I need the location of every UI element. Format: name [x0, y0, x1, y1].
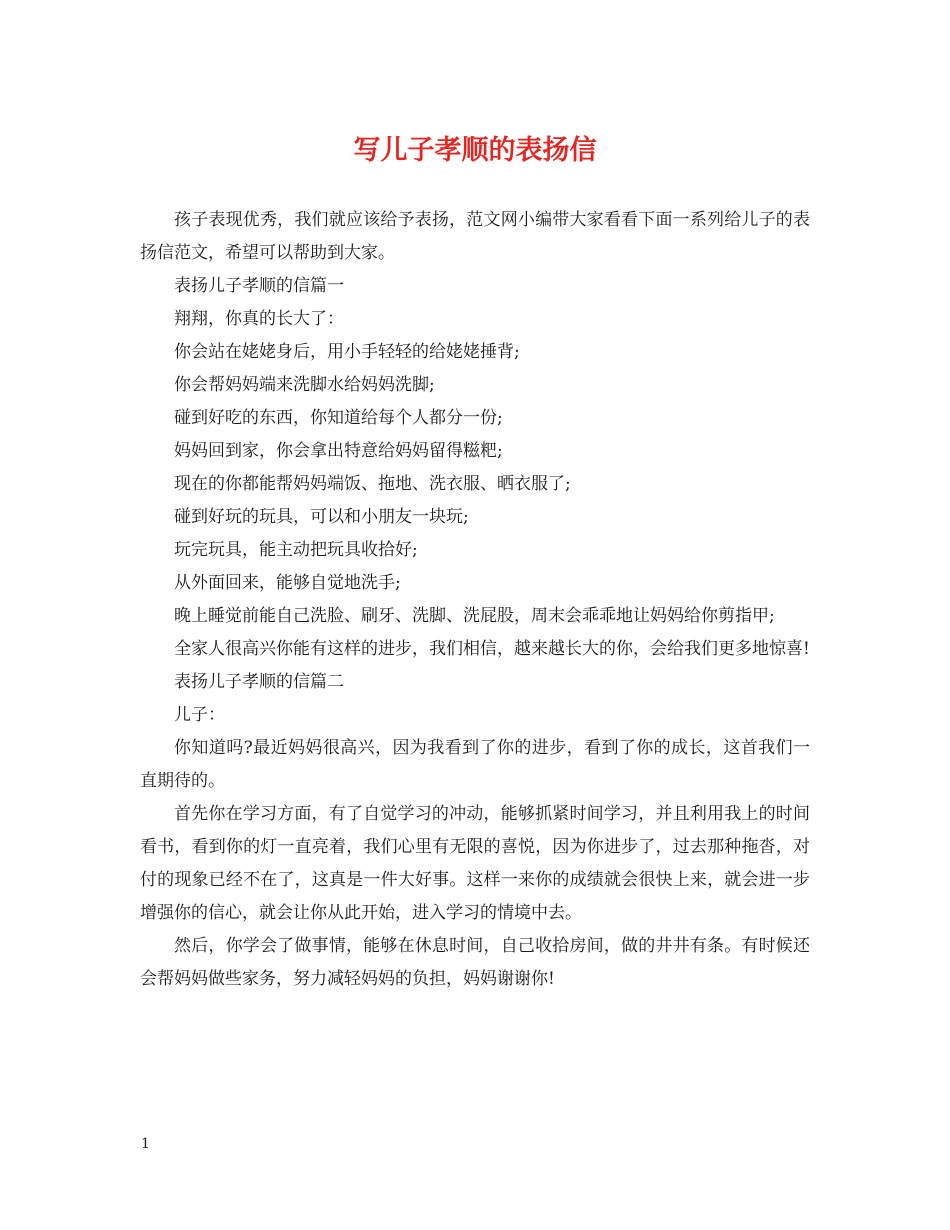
paragraph: 你会站在姥姥身后，用小手轻轻的给姥姥捶背;	[174, 342, 520, 362]
paragraph: 从外面回来，能够自觉地洗手;	[174, 573, 401, 593]
section-heading: 表扬儿子孝顺的信篇一	[174, 276, 344, 296]
paragraph: 碰到好吃的东西，你知道给每个人都分一份;	[174, 408, 503, 428]
document-body	[140, 204, 810, 996]
paragraph: 妈妈回到家，你会拿出特意给妈妈留得糍粑;	[174, 441, 503, 461]
section-heading: 表扬儿子孝顺的信篇二	[174, 672, 344, 692]
paragraph: 然后，你学会了做事情，能够在休息时间，自己收拾房间，做的井井有条。有时候还会帮妈妈做些家务，努力减轻妈妈的负担，妈妈谢谢你!	[140, 936, 810, 989]
paragraph: 全家人很高兴你能有这样的进步，我们相信，越来越长大的你，会给我们更多地惊喜!	[174, 639, 810, 659]
paragraph: 你知道吗?最近妈妈很高兴，因为我看到了你的进步，看到了你的成长，这首我们一直期待的。	[140, 738, 810, 791]
paragraph: 孩子表现优秀，我们就应该给予表扬，范文网小编带大家看看下面一系列给儿子的表扬信范文，希望可以帮助到大家。	[140, 210, 810, 263]
paragraph: 你会帮妈妈端来洗脚水给妈妈洗脚;	[174, 375, 435, 395]
paragraph: 碰到好玩的玩具，可以和小朋友一块玩;	[174, 507, 469, 527]
paragraph: 晚上睡觉前能自己洗脸、刷牙、洗脚、洗屁股，周末会乖乖地让妈妈给你剪指甲;	[174, 606, 775, 626]
document-title: 写儿子孝顺的表扬信	[353, 135, 597, 166]
salutation: 儿子：	[174, 705, 225, 725]
salutation: 翔翔，你真的长大了：	[174, 309, 344, 329]
paragraph: 首先你在学习方面，有了自觉学习的冲动，能够抓紧时间学习，并且利用我上的时间看书，看到你的灯一直亮着，我们心里有无限的喜悦，因为你进步了，过去那种拖沓，对付的现象已经不在了，这真是一件大好事。这样一来你的成绩就会很快上来，就会进一步增强你的信心，就会让你从此开始，进入学习的情境中去。	[140, 804, 810, 923]
paragraph: 玩完玩具，能主动把玩具收拾好;	[174, 540, 418, 560]
paragraph: 现在的你都能帮妈妈端饭、拖地、洗衣服、晒衣服了;	[174, 474, 571, 494]
page-number: 1	[141, 1136, 150, 1152]
